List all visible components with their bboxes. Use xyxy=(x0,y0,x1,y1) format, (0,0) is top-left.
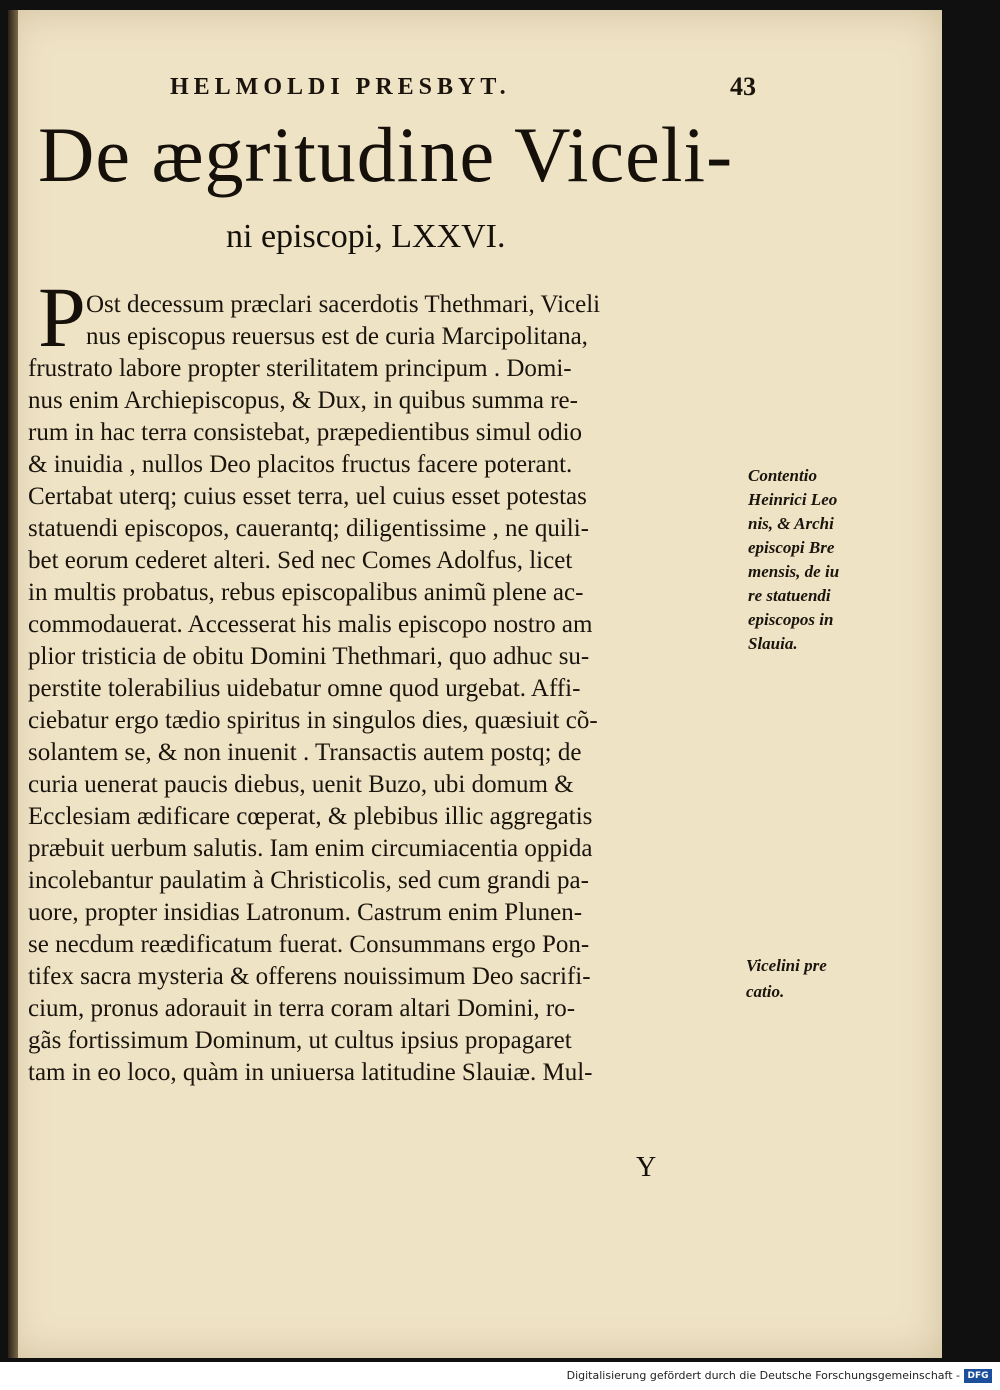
marginal-line: catio. xyxy=(746,982,785,1001)
book-page xyxy=(8,10,942,1358)
marginal-line: Contentio xyxy=(748,466,817,485)
marginal-line: Slauia. xyxy=(748,634,798,653)
body-line: commodauerat. Accesserat his malis episcopo nostro am xyxy=(28,611,593,638)
body-line: curia uenerat paucis diebus, uenit Buzo, ubi domum & xyxy=(28,771,574,798)
marginal-line: Heinrici Leo xyxy=(748,490,838,509)
page-gutter xyxy=(8,10,18,1358)
catchword: Y xyxy=(636,1152,657,1183)
body-line: solantem se, & non inuenit . Transactis autem postq; de xyxy=(28,739,582,766)
body-line: nus enim Archiepiscopus, & Dux, in quibus summa re- xyxy=(28,387,578,414)
body-line: præbuit uerbum salutis. Iam enim circumiacentia oppida xyxy=(28,835,593,862)
body-line: plior tristicia de obitu Domini Thethmari, quo adhuc su- xyxy=(28,643,590,670)
marginal-line: re statuendi xyxy=(748,586,831,605)
body-line: Certabat uterq; cuius esset terra, uel cuius esset potestas xyxy=(28,483,587,510)
body-line: tam in eo loco, quàm in uniuersa latitudine Slauiæ. Mul- xyxy=(28,1059,593,1086)
drop-cap: P xyxy=(38,269,86,365)
funding-credit: Digitalisierung gefördert durch die Deutsche Forschungsgemeinschaft - xyxy=(566,1369,960,1382)
dfg-logo: DFG xyxy=(964,1369,992,1383)
chapter-subtitle: ni episcopi, LXXVI. xyxy=(226,218,506,255)
folio-number: 43 xyxy=(730,72,756,101)
body-line: perstite tolerabilius uidebatur omne quod urgebat. Affi- xyxy=(28,675,581,702)
body-line: tifex sacra mysteria & offerens nouissimum Deo sacrifi- xyxy=(28,963,591,990)
body-line: se necdum reædificatum fuerat. Consummans ergo Pon- xyxy=(28,931,590,958)
body-line: statuendi episcopos, cauerantq; diligentissime , ne quili- xyxy=(28,515,589,542)
body-line: uore, propter insidias Latronum. Castrum enim Plunen- xyxy=(28,899,583,926)
body-line: Ost decessum præclari sacerdotis Thethmari, Viceli xyxy=(86,291,601,318)
digitization-footer xyxy=(0,1366,1000,1390)
body-line: incolebantur paulatim à Christicolis, sed cum grandi pa- xyxy=(28,867,589,894)
body-line: frustrato labore propter sterilitatem principum . Domi- xyxy=(28,355,572,382)
body-line: bet eorum cederet alteri. Sed nec Comes Adolfus, licet xyxy=(28,547,573,574)
marginal-line: mensis, de iu xyxy=(748,562,840,581)
body-line: nus episcopus reuersus est de curia Marcipolitana, xyxy=(86,323,588,350)
marginal-line: nis, & Archi xyxy=(748,514,834,533)
marginal-line: episcopos in xyxy=(748,610,834,629)
running-head: HELMOLDI PRESBYT. xyxy=(170,74,511,100)
body-line: Ecclesiam ædificare cœperat, & plebibus illic aggregatis xyxy=(28,803,593,830)
body-line: & inuidia , nullos Deo placitos fructus facere poterant. xyxy=(28,451,573,478)
marginal-line: Vicelini pre xyxy=(746,956,827,975)
body-line: rum in hac terra consistebat, præpedientibus simul odio xyxy=(28,419,583,446)
body-line: in multis probatus, rebus episcopalibus animũ plene ac- xyxy=(28,579,584,606)
marginal-line: episcopi Bre xyxy=(748,538,835,557)
chapter-title: De ægritudine Viceli- xyxy=(38,111,734,198)
body-line: gãs fortissimum Dominum, ut cultus ipsius propagaret xyxy=(28,1027,572,1054)
body-line: cium, pronus adorauit in terra coram altari Domini, ro- xyxy=(28,995,576,1022)
body-line: ciebatur ergo tædio spiritus in singulos dies, quæsiuit cõ- xyxy=(28,707,598,734)
